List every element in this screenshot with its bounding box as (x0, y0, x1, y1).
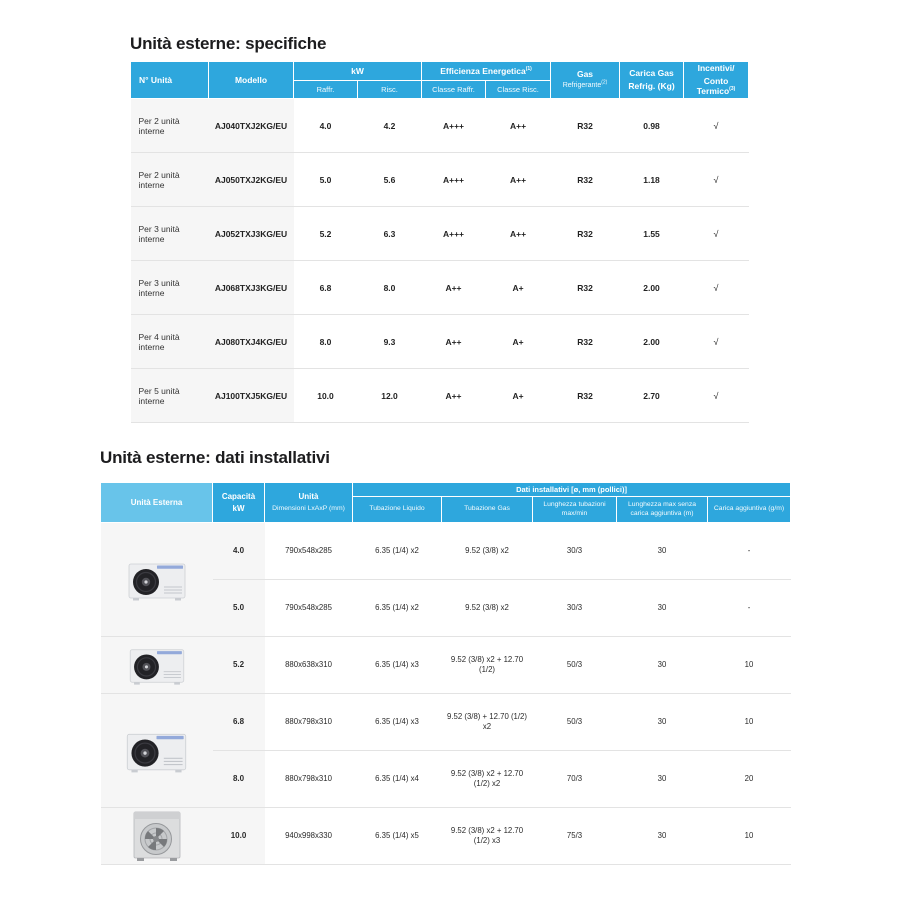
cell-risc: 8.0 (358, 261, 422, 315)
section-specifiche (130, 34, 748, 423)
outdoor-unit-image-cell (101, 694, 213, 808)
cell-tubazione-gas: 9.52 (3/8) x2 (442, 580, 533, 637)
cell-raffr: 6.8 (294, 261, 358, 315)
cell-tubazione-gas: 9.52 (3/8) x2 + 12.70 (1/2) x2 (442, 751, 533, 808)
cell-dimensioni: 790x548x285 (285, 545, 332, 555)
col-header-capacita: Capacità kW (213, 483, 265, 523)
cell-tubazione-liquido: 6.35 (1/4) x2 (353, 580, 442, 637)
cell-gas: R32 (551, 261, 620, 315)
cell-lunghezza-max: 30 (617, 694, 708, 751)
col-header-n-unita: N° Unità (131, 62, 209, 99)
col-header-modello: Modello (209, 62, 294, 99)
outdoor-unit-medium-image (128, 643, 186, 687)
cell-carica: 1.55 (620, 207, 684, 261)
col-header-carica-aggiuntiva: Carica aggiuntiva (g/m) (708, 497, 791, 523)
cell-risc: 12.0 (358, 369, 422, 423)
cell-risc: 6.3 (358, 207, 422, 261)
outdoor-unit-image-cell (101, 523, 213, 637)
cell-n-unita: Per 5 unità interne (131, 369, 209, 423)
cell-tubazione-liquido: 6.35 (1/4) x3 (353, 694, 442, 751)
col-header-tubazione-gas: Tubazione Gas (442, 497, 533, 523)
col-header-unita: Unità Dimensioni LxAxP (mm) (265, 483, 353, 523)
cell-lunghezza-max: 30 (617, 637, 708, 694)
col-header-carica-gas: Carica Gas Refrig. (Kg) (620, 62, 684, 99)
cell-dimensioni: 880x798x310 (265, 751, 353, 808)
table-row (101, 808, 791, 865)
cell-n-unita: Per 3 unità interne (131, 261, 209, 315)
outdoor-unit-medium-image (125, 727, 188, 775)
cell-classe-risc: A++ (486, 153, 551, 207)
specs-table (130, 61, 749, 423)
cell-classe-raffr: A+++ (442, 120, 465, 131)
cell-n-unita: Per 4 unità interne (131, 315, 209, 369)
cell-classe-raffr: A+++ (422, 153, 486, 207)
cell-tubazione-liquido: 6.35 (1/4) x3 (353, 637, 442, 694)
checkmark: √ (684, 153, 749, 207)
cell-risc: 4.2 (383, 120, 396, 131)
cell-modello: AJ052TXJ3KG/EU (209, 207, 294, 261)
cell-lunghezza-tubazioni: 75/3 (533, 808, 617, 865)
cell-n-unita: Per 3 unità interne (131, 207, 209, 261)
cell-classe-raffr: A++ (422, 261, 486, 315)
cell-gas: R32 (551, 315, 620, 369)
col-header-classe-risc: Classe Risc. (486, 81, 551, 99)
cell-dimensioni: 790x548x285 (265, 580, 353, 637)
cell-capacita: 5.2 (213, 637, 265, 694)
cell-modello: AJ080TXJ4KG/EU (209, 315, 294, 369)
cell-carica-aggiuntiva: - (708, 580, 791, 637)
cell-dimensioni: 940x998x330 (265, 808, 353, 865)
checkmark: √ (684, 369, 749, 423)
col-header-risc: Risc. (358, 81, 422, 99)
section-title-specifiche: Unità esterne: specifiche (130, 34, 327, 53)
cell-tubazione-gas: 9.52 (3/8) x2 + 12.70 (1/2) x3 (442, 808, 533, 865)
cell-raffr: 8.0 (294, 315, 358, 369)
cell-carica: 1.18 (620, 153, 684, 207)
cell-gas: R32 (577, 120, 593, 131)
cell-modello: AJ050TXJ2KG/EU (209, 153, 294, 207)
cell-raffr: 10.0 (294, 369, 358, 423)
cell-capacita: 5.0 (213, 580, 265, 637)
cell-gas: R32 (551, 369, 620, 423)
col-header-tubazione-liquido: Tubazione Liquido (353, 497, 442, 523)
cell-raffr: 4.0 (319, 120, 332, 131)
cell-gas: R32 (551, 207, 620, 261)
cell-n-unita: Per 2 unità interne (131, 153, 209, 207)
cell-modello: AJ068TXJ3KG/EU (209, 261, 294, 315)
checkmark: √ (713, 120, 719, 131)
cell-n-unita: Per 2 unità interne (131, 99, 209, 153)
cell-classe-risc: A++ (486, 207, 551, 261)
cell-tubazione-gas: 9.52 (3/8) x2 + 12.70 (1/2) (442, 637, 533, 694)
cell-risc: 9.3 (358, 315, 422, 369)
col-header-raffr: Raffr. (294, 81, 358, 99)
cell-lunghezza-tubazioni: 30/3 (566, 545, 583, 555)
cell-lunghezza-tubazioni: 30/3 (533, 580, 617, 637)
col-header-unita-esterna: Unità Esterna (101, 483, 213, 523)
cell-classe-risc: A+ (486, 261, 551, 315)
checkmark: √ (684, 261, 749, 315)
section-title-dati-installativi: Unità esterne: dati installativi (100, 448, 330, 467)
cell-carica-aggiuntiva: 20 (708, 751, 791, 808)
cell-tubazione-liquido: 6.35 (1/4) x5 (353, 808, 442, 865)
table-row (131, 261, 749, 315)
cell-dimensioni: 880x798x310 (265, 694, 353, 751)
cell-capacita: 8.0 (213, 751, 265, 808)
col-header-dati-installativi: Dati installativi [ø, mm (pollici)] (353, 483, 791, 497)
table-row (131, 315, 749, 369)
col-header-efficienza: Efficienza Energetica$^{(1)}$ (422, 62, 551, 81)
table-row (101, 694, 791, 751)
cell-lunghezza-max: 30 (657, 545, 667, 555)
cell-carica: 2.70 (620, 369, 684, 423)
cell-modello: AJ100TXJ5KG/EU (209, 369, 294, 423)
cell-capacita: 6.8 (213, 694, 265, 751)
cell-carica: 2.00 (620, 315, 684, 369)
cell-carica: 2.00 (620, 261, 684, 315)
col-header-lunghezza-max: Lunghezza max senza carica aggiuntiva (m) (617, 497, 708, 523)
cell-risc: 5.6 (358, 153, 422, 207)
cell-classe-risc: A+ (486, 369, 551, 423)
table-row (131, 207, 749, 261)
outdoor-unit-image-cell (101, 637, 213, 694)
cell-carica-aggiuntiva: 10 (708, 637, 791, 694)
cell-lunghezza-max: 30 (617, 808, 708, 865)
installation-table (100, 482, 791, 865)
section-dati-installativi (100, 448, 790, 865)
col-header-incentivi: Incentivi/ Conto Termico$^{(3)}$ (684, 62, 749, 99)
cell-carica-aggiuntiva: 10 (708, 808, 791, 865)
cell-modello: AJ040TXJ2KG/EU (209, 99, 294, 153)
cell-lunghezza-tubazioni: 50/3 (533, 637, 617, 694)
outdoor-unit-large-image (130, 810, 184, 862)
cell-classe-raffr: A++ (422, 315, 486, 369)
table-row (101, 637, 791, 694)
cell-dimensioni: 880x638x310 (265, 637, 353, 694)
cell-classe-raffr: A++ (422, 369, 486, 423)
cell-classe-raffr: A+++ (422, 207, 486, 261)
col-header-kw: kW (294, 62, 422, 81)
cell-carica-aggiuntiva: - (747, 545, 751, 555)
cell-raffr: 5.0 (294, 153, 358, 207)
cell-gas: R32 (551, 153, 620, 207)
cell-lunghezza-tubazioni: 70/3 (533, 751, 617, 808)
outdoor-unit-image-cell (101, 808, 213, 865)
col-header-classe-raffr: Classe Raffr. (422, 81, 486, 99)
table-row (131, 369, 749, 423)
table-row (131, 99, 749, 153)
cell-lunghezza-max: 30 (617, 751, 708, 808)
cell-capacita: 10.0 (213, 808, 265, 865)
cell-tubazione-gas: 9.52 (3/8) + 12.70 (1/2) x2 (442, 694, 533, 751)
col-header-gas: Gas Refrigerante$^{(2)}$ (551, 62, 620, 99)
cell-raffr: 5.2 (294, 207, 358, 261)
table-row (131, 153, 749, 207)
cell-tubazione-gas: 9.52 (3/8) x2 (465, 545, 509, 555)
cell-tubazione-liquido: 6.35 (1/4) x2 (375, 545, 419, 555)
cell-classe-risc: A++ (509, 120, 527, 131)
table-row (101, 523, 791, 580)
cell-classe-risc: A+ (486, 315, 551, 369)
checkmark: √ (684, 315, 749, 369)
cell-capacita: 4.0 (213, 523, 265, 580)
col-header-lunghezza-tubazioni: Lunghezza tubazioni max/min (533, 497, 617, 523)
cell-lunghezza-max: 30 (617, 580, 708, 637)
outdoor-unit-small-image (128, 557, 186, 603)
cell-tubazione-liquido: 6.35 (1/4) x4 (353, 751, 442, 808)
cell-carica: 0.98 (643, 120, 660, 131)
cell-lunghezza-tubazioni: 50/3 (533, 694, 617, 751)
cell-carica-aggiuntiva: 10 (708, 694, 791, 751)
checkmark: √ (684, 207, 749, 261)
